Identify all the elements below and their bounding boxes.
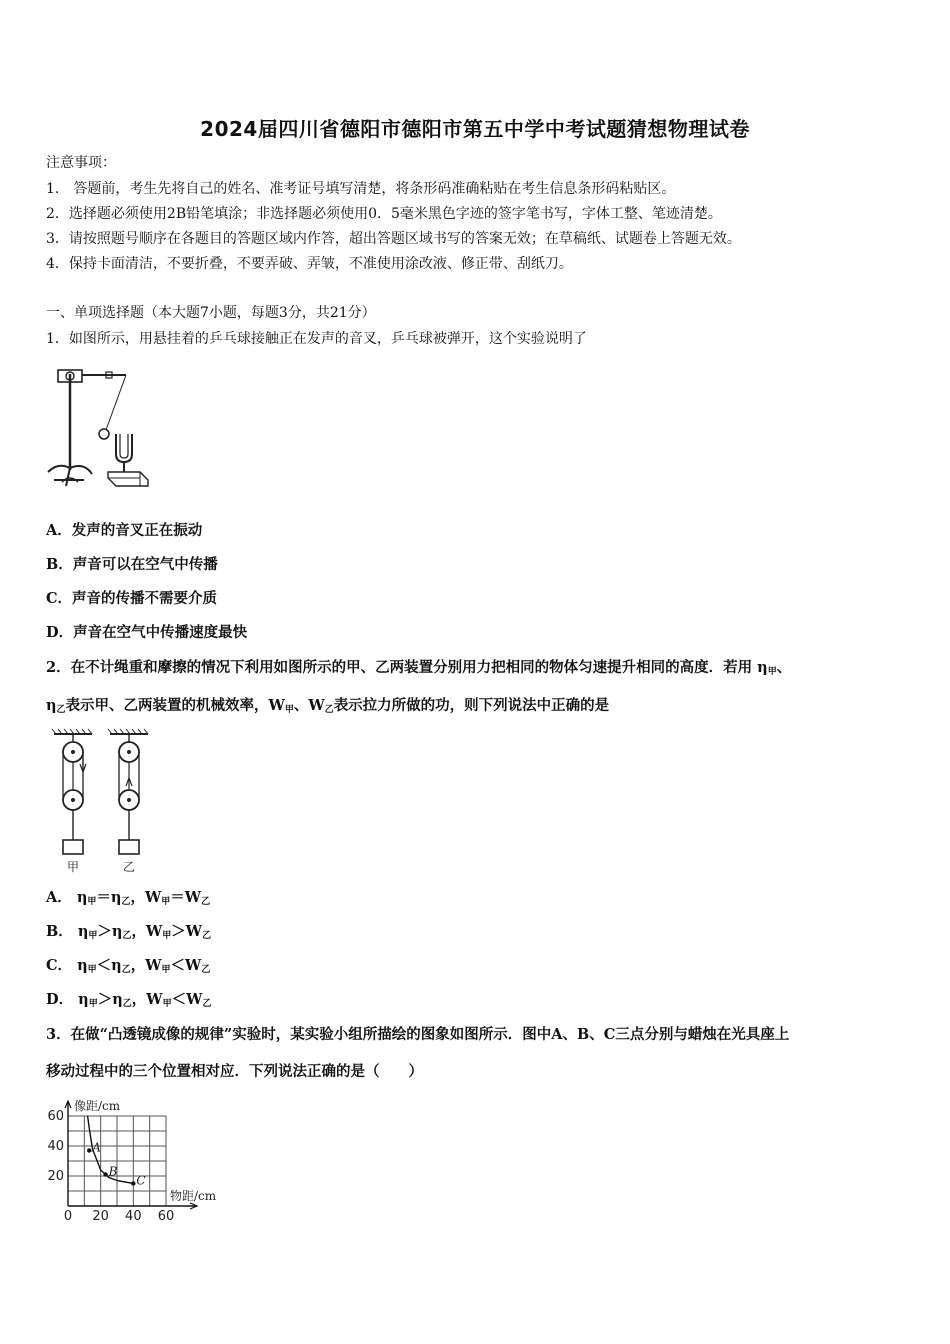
pulley-label-yi: 乙 — [122, 860, 136, 874]
notice-heading: 注意事项： — [46, 155, 116, 171]
question-2-option-c: C． $\eta_甲<\eta_乙$，$W_甲<W_乙$ — [46, 957, 211, 975]
y-tick-label: 40 — [47, 1139, 64, 1154]
question-2-stem-line-1: 2．在不计绳重和摩擦的情况下利用如图所示的甲、乙两装置分别用力把相同的物体匀速提升相同的高度．若用 $\eta_甲$、 — [46, 659, 792, 677]
data-point-label-b: B — [108, 1164, 118, 1179]
notice-item-4: 4．保持卡面清洁，不要折叠，不要弄破、弄皱，不准使用涂改液、修正带、刮纸刀。 — [46, 256, 573, 272]
data-point-label-c: C — [136, 1173, 146, 1188]
notice-item-1: 1. 答题前，考生先将自己的姓名、准考证号填写清楚，将条形码准确粘贴在考生信息条形码粘贴区。 — [46, 181, 676, 197]
tuning-fork-figure — [44, 362, 154, 492]
y-tick-label: 20 — [47, 1169, 64, 1184]
question-3-stem-line-1: 3．在做“凸透镜成像的规律”实验时，某实验小组所描绘的图象如图所示．图中A、B、C三点分别与蜡烛在光具座上 — [46, 1026, 790, 1043]
notice-item-2: 2．选择题必须使用2B铅笔填涂；非选择题必须使用0．5毫米黑色字迹的签字笔书写，字体工整、笔迹清楚。 — [46, 206, 722, 222]
x-axis-label: 物距/cm — [170, 1189, 217, 1203]
question-1-option-d: D．声音在空气中传播速度最快 — [46, 624, 248, 641]
question-2-option-d: D． $\eta_甲>\eta_乙$，$W_甲<W_乙$ — [46, 991, 212, 1009]
x-tick-label: 20 — [92, 1209, 109, 1224]
data-point-c — [131, 1181, 135, 1185]
question-1-stem: 1．如图所示，用悬挂着的乒乓球接触正在发声的音叉，乒乓球被弹开，这个实验说明了 — [46, 331, 587, 347]
notice-item-3: 3．请按照题号顺序在各题目的答题区域内作答，超出答题区域书写的答案无效；在草稿纸、试题卷上答题无效。 — [46, 231, 741, 247]
pulley-label-jia: 甲 — [66, 860, 80, 874]
section-heading: 一、单项选择题（本大题7小题，每题3分，共21分） — [46, 305, 376, 321]
pulley-figure — [46, 728, 156, 874]
question-1-option-b: B．声音可以在空气中传播 — [46, 556, 218, 573]
x-tick-label: 60 — [157, 1209, 175, 1224]
data-point-b — [103, 1172, 107, 1176]
lens-image-chart — [40, 1090, 240, 1230]
x-tick-label: 40 — [125, 1209, 142, 1224]
question-2-option-b: B． $\eta_甲>\eta_乙$，$W_甲>W_乙$ — [46, 923, 212, 941]
data-point-label-a: A — [92, 1140, 101, 1155]
question-1-option-a: A．发声的音叉正在振动 — [46, 522, 203, 539]
question-2-stem-line-2: $\eta_乙$表示甲、乙两装置的机械效率，$W_甲$、$W_乙$表示拉力所做的功，则下列说法中正确的是 — [46, 697, 610, 715]
question-2-option-a: A． $\eta_甲=\eta_乙$，$W_甲=W_乙$ — [46, 889, 211, 907]
question-3-stem-line-2: 移动过程中的三个位置相对应．下列说法正确的是（ ） — [46, 1063, 423, 1080]
question-1-option-c: C．声音的传播不需要介质 — [46, 590, 218, 607]
y-axis-label: 像距/cm — [74, 1099, 121, 1113]
data-point-a — [87, 1148, 91, 1152]
x-tick-label: 0 — [63, 1209, 73, 1224]
page-title: 2024届四川省德阳市德阳市第五中学中考试题猜想物理试卷 — [200, 117, 750, 141]
y-tick-label: 60 — [47, 1109, 64, 1124]
